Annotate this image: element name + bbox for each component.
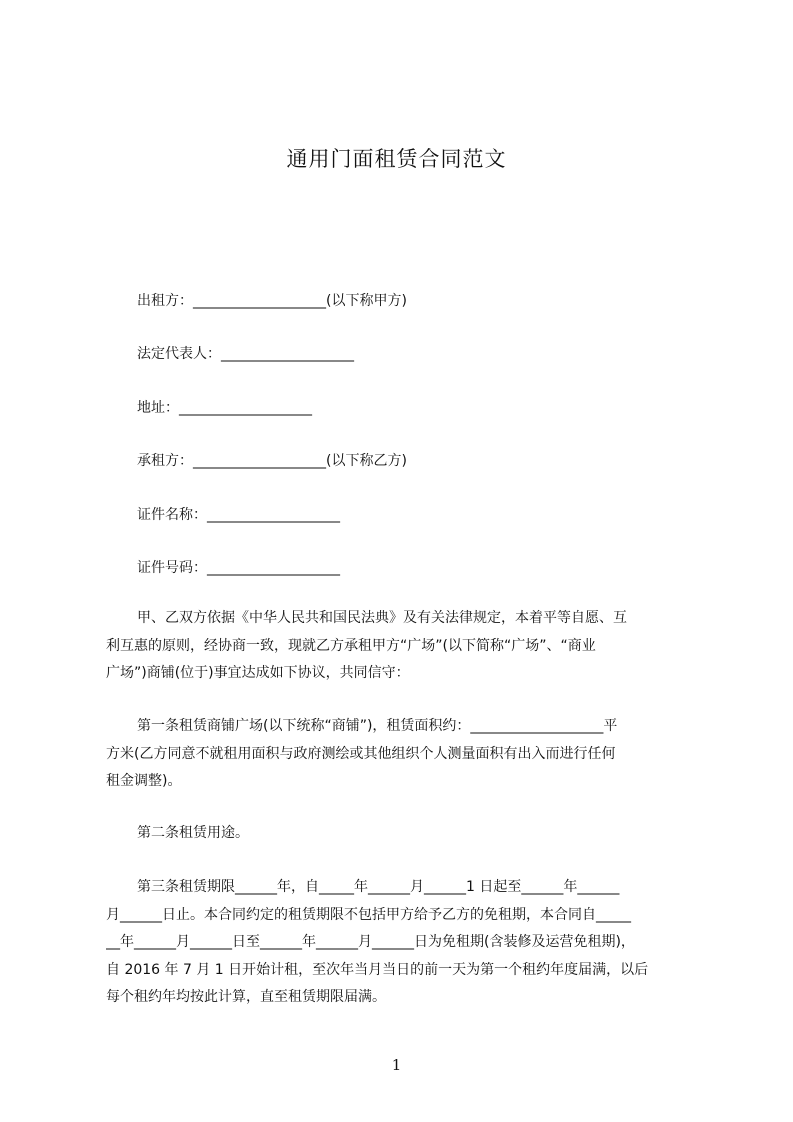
field-lessee: 承租方：___________________(以下称乙方) — [137, 453, 407, 469]
field-address: 地址：___________________ — [137, 400, 312, 416]
paragraph-line: 甲、乙双方依据《中华人民共和国民法典》及有关法律规定，本着平等自愿、互 — [137, 610, 627, 626]
paragraph-line: 月______日止。本合同约定的租赁期限不包括甲方给予乙方的免租期，本合同自_____ — [106, 906, 631, 923]
paragraph-line: 广场”)商铺(位于)事宜达成如下协议，共同信守： — [106, 665, 410, 681]
page-number: 1 — [391, 1056, 402, 1074]
field-legal-representative: 法定代表人：___________________ — [137, 346, 354, 362]
field-id-type: 证件名称：___________________ — [137, 507, 340, 523]
paragraph-line: 自 2016 年 7 月 1 日开始计租，至次年当月当日的前一天为第一个租约年度届满，以后 — [106, 961, 649, 978]
paragraph-line: __年______月______日至______年______月______日为免租期(含装修及运营免租期)， — [106, 934, 635, 950]
paragraph-line: 第三条租赁期限______年，自_____年______月______1 日起至______年______ — [137, 879, 620, 895]
field-id-number: 证件号码：___________________ — [137, 560, 340, 576]
paragraph-line: 租金调整)。 — [106, 773, 182, 789]
paragraph-line: 第二条租赁用途。 — [137, 825, 249, 841]
paragraph-line: 第一条租赁商铺广场(以下统称“商铺”)，租赁面积约：___________________平 — [137, 718, 618, 734]
paragraph-line: 每个租约年均按此计算，直至租赁期限届满。 — [106, 989, 386, 1005]
document-title: 通用门面租赁合同范文 — [286, 147, 507, 171]
paragraph-article-2 — [106, 820, 698, 848]
paragraph-line: 利互惠的原则，经协商一致，现就乙方承租甲方“广场”(以下简称“广场”、“商业 — [106, 637, 596, 654]
paragraph-article-3 — [106, 874, 698, 1012]
paragraph-article-1 — [106, 713, 698, 796]
paragraph-line: 方米(乙方同意不就租用面积与政府测绘或其他组织个人测量面积有出入而进行任何 — [106, 745, 616, 762]
paragraph-preamble — [106, 605, 698, 688]
field-lessor: 出租方：___________________(以下称甲方) — [137, 293, 407, 309]
